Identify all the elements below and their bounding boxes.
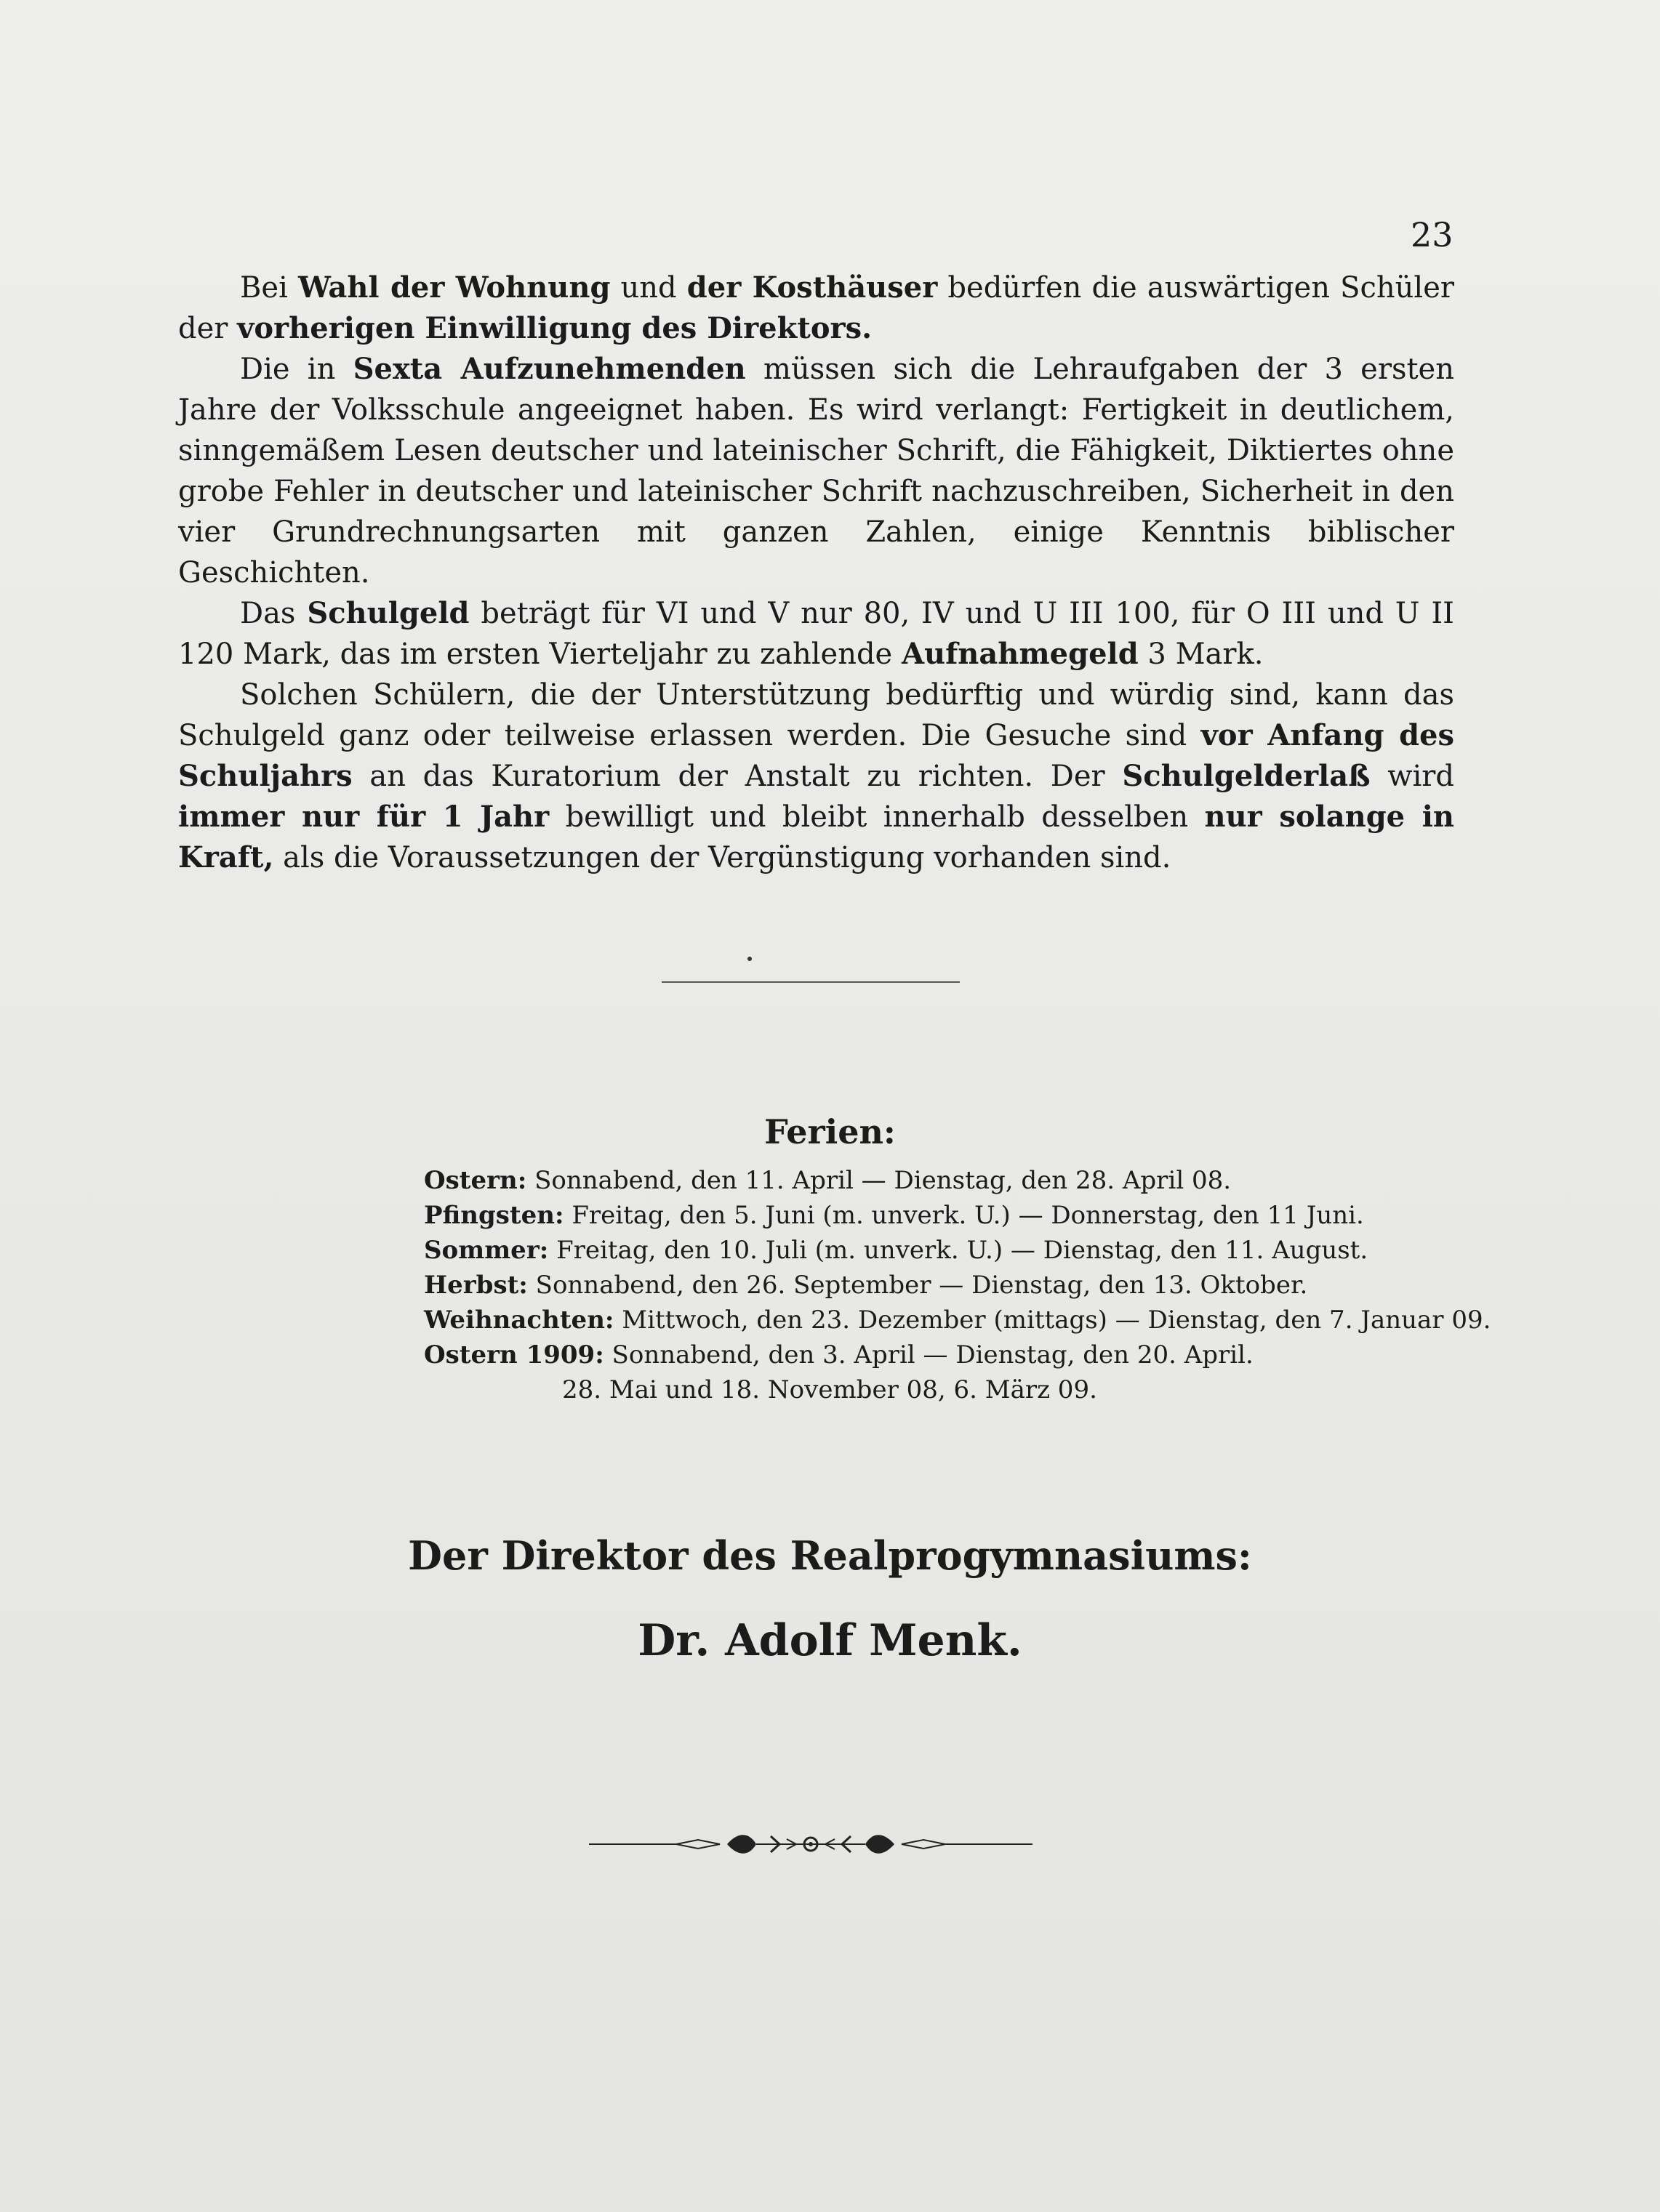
emphasis: vor Anfang des Schuljahrs: [178, 718, 1455, 793]
paragraph-admission: [178, 349, 1454, 593]
vacation-label: Ostern:: [424, 1166, 527, 1195]
paragraph-fees: [178, 593, 1454, 675]
vacation-item: [424, 1303, 1491, 1338]
emphasis: vorherigen Einwilligung des Direktors.: [237, 311, 873, 345]
emphasis: Wahl der Wohnung: [297, 270, 611, 305]
text-run: Das: [240, 597, 308, 630]
vacation-label: Ostern 1909:: [424, 1340, 604, 1370]
vacation-dates: Sonnabend, den 11. April — Dienstag, den 28. April 08.: [526, 1166, 1232, 1195]
vacation-item: [424, 1198, 1456, 1233]
emphasis: Sexta Aufzunehmenden: [353, 352, 746, 386]
emphasis: Schulgelderlaß: [1122, 759, 1371, 793]
text-run: als die Voraussetzungen der Vergünstigung vorhanden sind.: [273, 841, 1171, 874]
vacation-item: [424, 1233, 1456, 1268]
divider-dot: [747, 957, 752, 961]
emphasis: Aufnahmegeld: [901, 637, 1139, 671]
emphasis: der Kosthäuser: [686, 270, 938, 305]
emphasis: Schulgeld: [307, 596, 470, 630]
vacation-dates: Freitag, den 10. Juli (m. unverk. U.) — Dienstag, den 11. August.: [548, 1236, 1368, 1265]
vacation-item: [424, 1163, 1456, 1198]
vacation-list: [424, 1163, 1491, 1407]
director-title: Der Direktor des Realprogymnasiums:: [408, 1532, 1252, 1579]
body-text: [178, 268, 1454, 878]
text-run: bewilligt und bleibt innerhalb desselben: [549, 800, 1205, 834]
vacation-dates: Mittwoch, den 23. Dezember (mittags) — Dienstag, den 7. Januar 09.: [614, 1306, 1491, 1335]
vacation-dates: Sonnabend, den 3. April — Dienstag, den 20. April.: [604, 1340, 1254, 1370]
text-run: Solchen Schülern, die der Unterstützung bedürftig und würdig sind, kann das Schulgeld ganz oder teilweise erlassen werden. Die Gesuche sind: [178, 678, 1454, 752]
paragraph-fee-waiver: [178, 675, 1454, 878]
text-run: bedürfen die auswärtigen Schüler der: [178, 271, 1455, 345]
vacation-dates: Sonnabend, den 26. September — Dienstag, den 13. Oktober.: [527, 1271, 1308, 1300]
section-divider: [662, 981, 960, 983]
vacation-item: [424, 1268, 1456, 1303]
vacation-extra-days: 28. Mai und 18. November 08, 6. März 09.: [562, 1375, 1097, 1404]
vacation-dates: Freitag, den 5. Juni (m. unverk. U.) — Donnerstag, den 11 Juni.: [564, 1201, 1364, 1230]
emphasis: nur solange in Kraft,: [178, 800, 1454, 874]
paragraph-lodging: [178, 268, 1454, 349]
vacation-item: [424, 1338, 1456, 1372]
text-run: an das Kuratorium der Anstalt zu richten. Der: [352, 760, 1123, 793]
emphasis: immer nur für 1 Jahr: [178, 800, 550, 834]
director-signature: Dr. Adolf Menk.: [638, 1615, 1022, 1666]
vacation-label: Weihnachten:: [424, 1306, 614, 1335]
vacation-title: Ferien:: [764, 1112, 896, 1151]
text-run: müssen sich die Lehraufgaben der 3 ersten Jahre der Volksschule angeeignet haben. Es wird verlangt: Fertigkeit in deutlichem, sinngemäßem Lesen deutscher und lateinischer Schrift, die Fähigkeit, Diktiertes ohne grobe Fehler in deutscher und lateinischer Schrift nachzuschreiben, Sicherheit in den vier Grundrechnungsarten mit ganzen Zahlen, einige Kenntnis biblischer Geschichten.: [178, 353, 1454, 590]
text-run: wird: [1370, 760, 1454, 793]
vacation-label: Sommer:: [424, 1236, 549, 1265]
text-run: und: [610, 271, 687, 305]
text-run: beträgt für VI und V nur 80, IV und U III 100, für O III und U II 120 Mark, das im ersten Vierteljahr zu zahlende: [178, 597, 1454, 671]
text-run: 3 Mark.: [1138, 638, 1264, 671]
text-run: Bei: [240, 271, 298, 305]
vacation-label: Pfingsten:: [424, 1201, 564, 1230]
text-run: Die in: [240, 353, 353, 386]
vacation-label: Herbst:: [424, 1271, 528, 1300]
page-number: 23: [1411, 215, 1453, 254]
ornament-divider-icon: [589, 1826, 1033, 1862]
